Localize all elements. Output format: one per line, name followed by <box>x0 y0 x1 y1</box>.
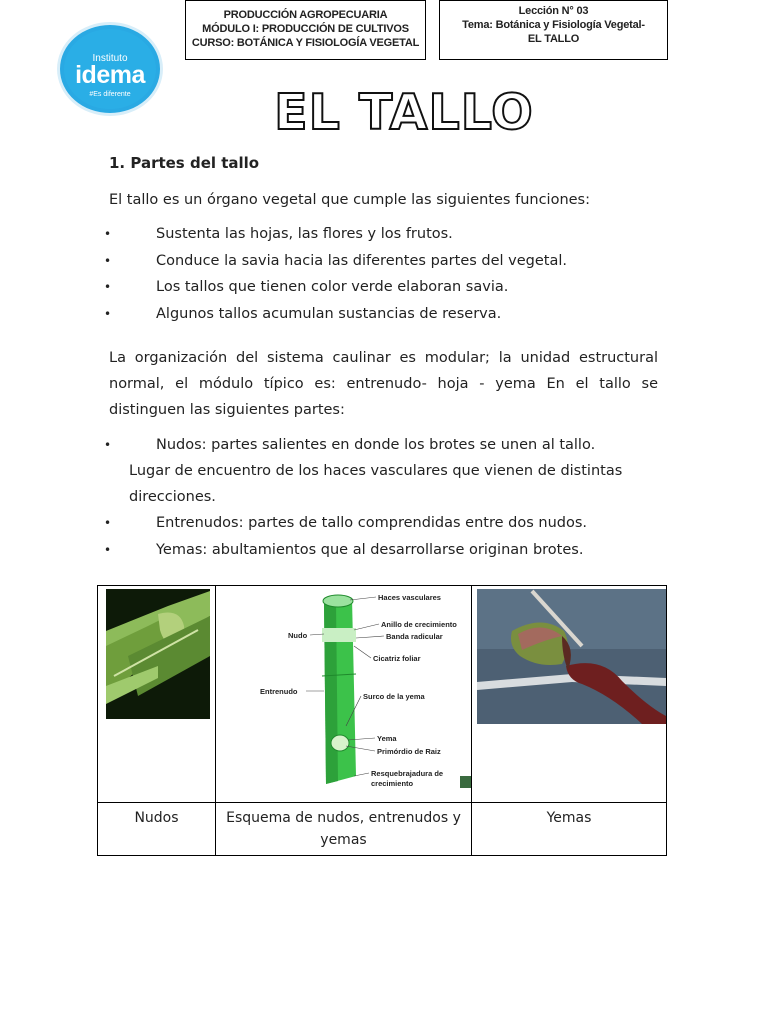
label-banda: Banda radicular <box>386 632 443 641</box>
label-anillo: Anillo de crecimiento <box>381 620 457 629</box>
label-haces: Haces vasculares <box>378 593 441 602</box>
label-resquebrajadura-1: Resquebrajadura de <box>371 769 444 778</box>
part-text-entrenudos: Entrenudos: partes de tallo comprendidas entre dos nudos. <box>156 515 588 531</box>
nudos-photo <box>98 586 215 802</box>
label-resquebrajadura-2: crecimiento <box>371 779 414 788</box>
function-text: Conduce la savia hacia las diferentes partes del vegetal. <box>156 252 567 269</box>
section-heading: 1. Partes del tallo <box>109 154 260 172</box>
yemas-image-cell <box>472 586 667 803</box>
course-line-3: CURSO: BOTÁNICA Y FISIOLOGÍA VEGETAL <box>191 37 420 49</box>
function-text: Los tallos que tienen color verde elaboran savia. <box>156 279 509 295</box>
nudos-image-cell <box>98 586 216 803</box>
page-title: EL TALLO <box>274 84 534 141</box>
logo-small-text: Instituto <box>92 53 128 64</box>
bullet-icon: • <box>104 306 112 321</box>
course-info-box <box>185 0 426 60</box>
caption-nudos: Nudos <box>98 803 216 856</box>
part-text-nudos-continuation: Lugar de encuentro de los haces vasculares que vienen de distintas direcciones. <box>129 463 623 505</box>
label-entrenudo: Entrenudo <box>260 687 298 696</box>
logo-brand-text: idema <box>75 61 145 89</box>
logo-tagline: #Es diferente <box>89 91 131 98</box>
label-primordio: Primórdio de Raiz <box>377 747 441 756</box>
label-nudo: Nudo <box>288 631 308 640</box>
course-line-1: PRODUCCIÓN AGROPECUARIA <box>223 9 388 21</box>
figure-table <box>97 585 667 856</box>
intro-paragraph: El tallo es un órgano vegetal que cumple las siguientes funciones: <box>109 192 590 208</box>
caption-esquema: Esquema de nudos, entrenudos y yemas <box>216 803 472 856</box>
diagram-image-cell <box>216 586 472 803</box>
label-cicatriz: Cicatriz foliar <box>373 654 421 663</box>
lesson-number: Lección N° 03 <box>518 5 589 17</box>
bullet-icon: • <box>104 438 112 452</box>
part-text-nudos: Nudos: partes salientes en donde los brotes se unen al tallo. <box>156 437 596 453</box>
label-yema: Yema <box>377 734 397 743</box>
yemas-photo <box>472 586 666 802</box>
bullet-icon: • <box>104 542 112 557</box>
course-line-2: MÓDULO I: PRODUCCIÓN DE CULTIVOS <box>202 23 409 35</box>
caption-yemas: Yemas <box>472 803 667 856</box>
lesson-info-box <box>439 0 668 60</box>
bullet-icon: • <box>104 227 112 241</box>
lesson-topic: Tema: Botánica y Fisiología Vegetal- <box>462 19 645 31</box>
bullet-icon: • <box>104 280 112 294</box>
organization-paragraph: La organización del sistema caulinar es modular; la unidad estructural normal, el módulo típico es: entrenudo- hoja - yema En el tallo se distinguen las siguientes partes: <box>109 350 658 418</box>
function-text: Algunos tallos acumulan sustancias de reserva. <box>156 305 502 322</box>
lesson-title: EL TALLO <box>527 33 580 45</box>
label-surco: Surco de la yema <box>363 692 425 701</box>
part-text-yemas: Yemas: abultamientos que al desarrollarse originan brotes. <box>156 541 584 558</box>
function-text: Sustenta las hojas, las flores y los frutos. <box>156 226 453 242</box>
stem-diagram <box>216 586 471 802</box>
bullet-icon: • <box>104 516 112 530</box>
bullet-icon: • <box>104 253 112 268</box>
